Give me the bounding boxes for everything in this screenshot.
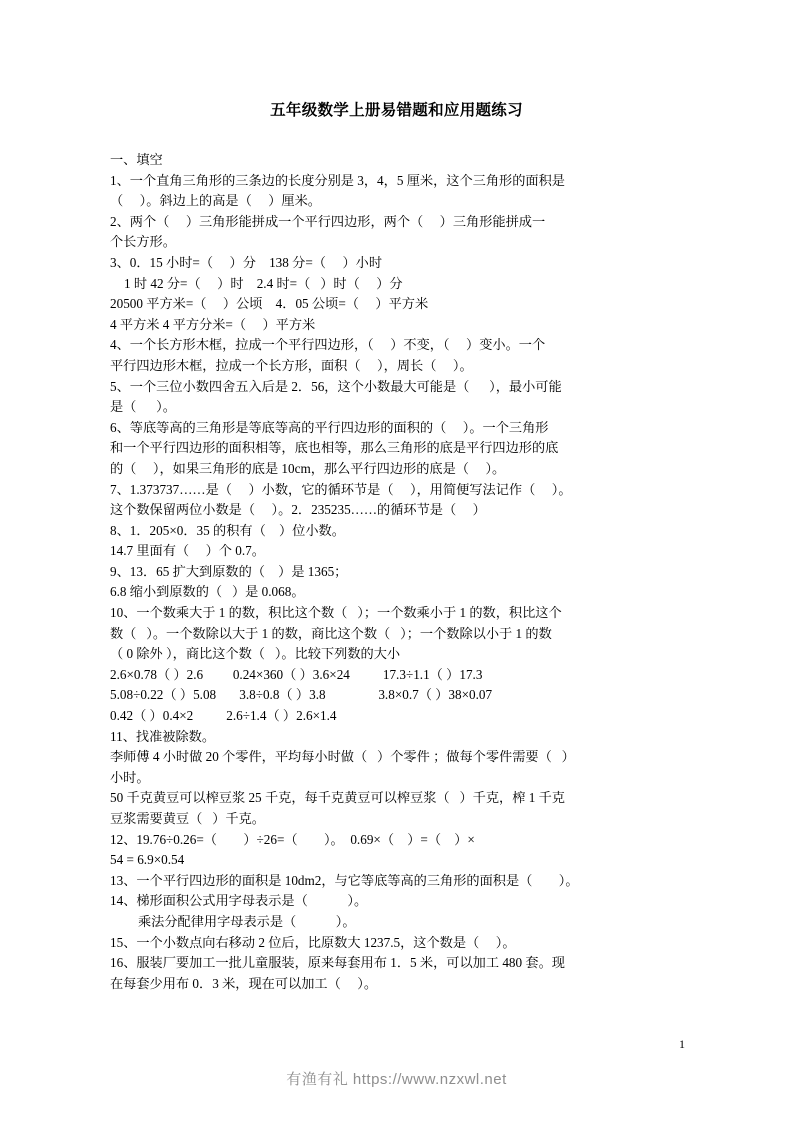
document-line: 5.08÷0.22（ ）5.08 3.8÷0.8（ ）3.8 3.8×0.7（ ）38×0.07 [110, 687, 493, 703]
page-title: 五年级数学上册易错题和应用题练习 [270, 102, 523, 119]
document-line: 10、一个数乘大于 1 的数，积比这个数（ ）；一个数乘小于 1 的数，积比这个 [110, 605, 562, 621]
document-line: 20500 平方米=（ ）公顷 4．05 公顷=（ ）平方米 [110, 296, 429, 312]
document-line: 16、服装厂要加工一批儿童服装，原来每套用布 1．5 米，可以加工 480 套。现 [110, 955, 565, 971]
document-line: 1、一个直角三角形的三条边的长度分别是 3，4，5 厘米，这个三角形的面积是 [110, 172, 565, 188]
footer-watermark: 有渔有礼 https://www.nzxwl.net [286, 1071, 507, 1088]
document-line: 5、一个三位小数四舍五入后是 2．56，这个小数最大可能是（ ），最小可能 [110, 378, 562, 394]
document-line: 4 平方米 4 平方分米=（ ）平方米 [110, 316, 316, 332]
document-line: 6.8 缩小到原数的（ ）是 0.068。 [110, 584, 305, 600]
document-line: 6、等底等高的三角形是等底等高的平行四边形的面积的（ ）。一个三角形 [110, 419, 549, 435]
document-line: 这个数保留两位小数是（ ）。2．235235……的循环节是（ ） [110, 502, 486, 518]
document-line: 数（ ）。一个数除以大于 1 的数，商比这个数（ ）；一个数除以小于 1 的数 [110, 625, 552, 641]
document-line: 是（ ）。 [110, 399, 176, 415]
document-line: 14.7 里面有（ ）个 0.7。 [110, 543, 265, 559]
document-line: 50 千克黄豆可以榨豆浆 25 千克，每千克黄豆可以榨豆浆（ ）千克，榨 1 千克 [110, 790, 565, 806]
document-line: （ 0 除外 ），商比这个数（ ）。比较下列数的大小 [110, 646, 401, 662]
document-line: 2.6×0.78（ ）2.6 0.24×360（ ）3.6×24 17.3÷1.1（ ）17.3 [110, 666, 483, 682]
page-number: 1 [679, 1037, 685, 1051]
document-line: 平行四边形木框，拉成一个长方形，面积（ ），周长（ ）。 [110, 357, 473, 373]
document-line: 54 = 6.9×0.54 [110, 852, 185, 868]
document-line: 3、0．15 小时=（ ）分 138 分=（ ）小时 [110, 254, 383, 270]
document-line: 9、13．65 扩大到原数的（ ）是 1365； [110, 563, 348, 579]
document-line: 15、一个小数点向右移动 2 位后，比原数大 1237.5，这个数是（ ）。 [110, 934, 516, 950]
document-line: 2、两个（ ）三角形能拼成一个平行四边形，两个（ ）三角形能拼成一 [110, 213, 546, 229]
document-line: 14、梯形面积公式用字母表示是（ ）。 [110, 893, 368, 909]
document-line: 豆浆需要黄豆（ ）千克。 [110, 811, 265, 826]
document-line: 李师傅 4 小时做 20 个零件，平均每小时做（ ）个零件 ；做每个零件需要（ ） [110, 749, 575, 765]
document-line: 和一个平行四边形的面积相等，底也相等，那么三角形的底是平行四边形的底 [110, 440, 559, 456]
document-line: 一、填空 [110, 152, 163, 167]
document-line: 的（ ），如果三角形的底是 10cm，那么平行四边形的底是（ ）。 [110, 460, 506, 476]
document-line: 在每套少用布 0．3 米，现在可以加工（ ）。 [110, 975, 378, 991]
document-line: 7、1.373737……是（ ）小数，它的循环节是（ ），用简便写法记作（ ）。 [110, 481, 572, 497]
document-line: 1 时 42 分=（ ）时 2.4 时=（ ）时（ ）分 [124, 275, 403, 291]
document-line: 乘法分配律用字母表示是（ ）。 [138, 913, 356, 929]
document-line: 4、一个长方形木框，拉成一个平行四边形，（ ）不变，（ ）变小。一个 [110, 337, 546, 353]
document-line: 小时。 [110, 769, 150, 785]
document-line: 13、一个平行四边形的面积是 10dm2，与它等底等高的三角形的面积是（ ）。 [110, 872, 579, 888]
document-line: 11、找准被除数。 [110, 728, 216, 744]
document-line: 8、1．205×0．35 的积有（ ）位小数。 [110, 522, 345, 538]
document-line: （ ）。斜边上的高是（ ）厘米。 [110, 193, 321, 209]
document-line: 12、19.76÷0.26=（ ）÷26=（ ）。 0.69×（ ）=（ ）× [110, 831, 475, 847]
document-line: 个长方形。 [110, 234, 176, 250]
document-body [110, 150, 690, 994]
document-line: 0.42（ ）0.4×2 2.6÷1.4（ ）2.6×1.4 [110, 708, 337, 724]
